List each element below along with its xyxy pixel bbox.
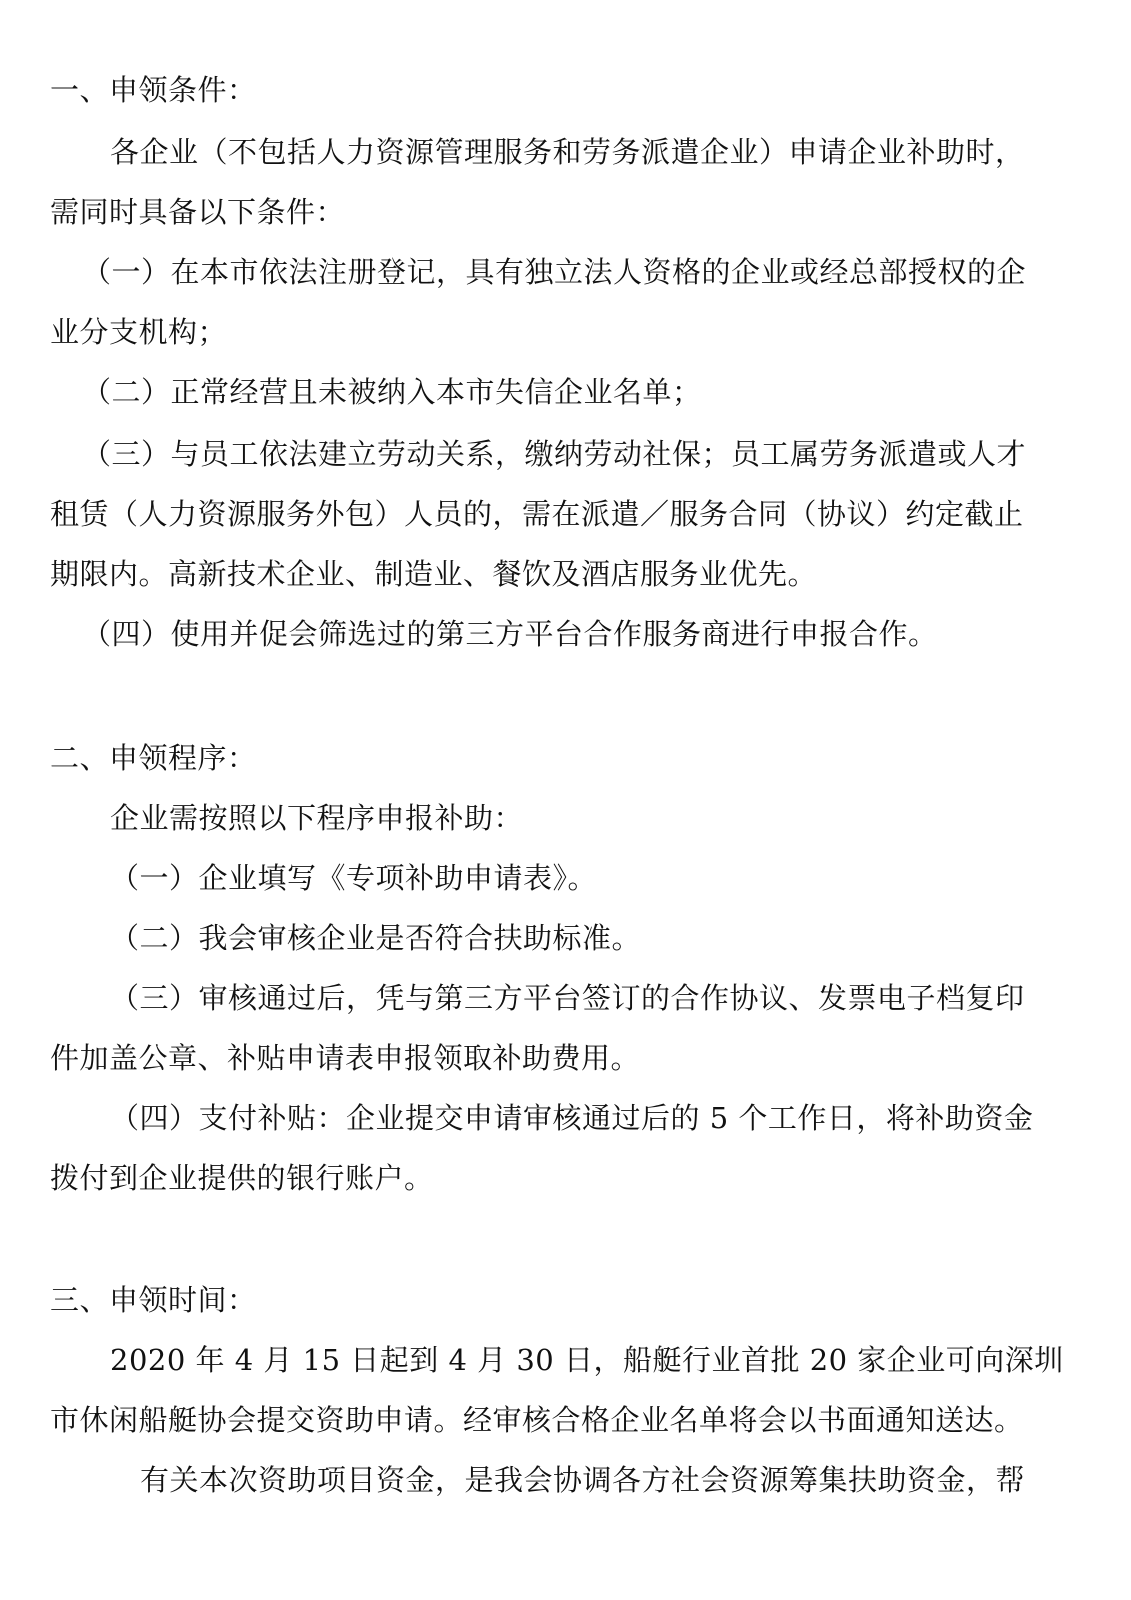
section-heading-conditions: 一、申领条件： [50, 73, 257, 107]
procedure-step-3-line-2: 件加盖公章、补贴申请表申报领取补助费用。 [50, 1041, 641, 1075]
condition-item-3-line-3: 期限内。高新技术企业、制造业、餐饮及酒店服务业优先。 [50, 557, 818, 591]
condition-item-3-line-2: 租赁（人力资源服务外包）人员的，需在派遣／服务合同（协议）约定截止 [50, 497, 1024, 531]
condition-item-2: （二）正常经营且未被纳入本市失信企业名单； [82, 375, 702, 409]
condition-item-1-line-1: （一）在本市依法注册登记，具有独立法人资格的企业或经总部授权的企 [82, 255, 1027, 289]
time-paragraph-2-line-1: 有关本次资助项目资金，是我会协调各方社会资源筹集扶助资金，帮 [140, 1463, 1026, 1497]
procedure-intro: 企业需按照以下程序申报补助： [110, 801, 524, 835]
procedure-step-4-line-2: 拨付到企业提供的银行账户。 [50, 1161, 434, 1195]
conditions-intro-line-2: 需同时具备以下条件： [50, 195, 346, 229]
procedure-step-3-line-1: （三）审核通过后，凭与第三方平台签订的合作协议、发票电子档复印 [110, 981, 1025, 1015]
time-paragraph-1-line-1: 2020 年 4 月 15 日起到 4 月 30 日，船艇行业首批 20 家企业可向深圳 [110, 1343, 1064, 1377]
condition-item-4: （四）使用并促会筛选过的第三方平台合作服务商进行申报合作。 [82, 617, 938, 651]
time-paragraph-1-line-2: 市休闲船艇协会提交资助申请。经审核合格企业名单将会以书面通知送达。 [50, 1403, 1024, 1437]
procedure-step-2: （二）我会审核企业是否符合扶助标准。 [110, 921, 642, 955]
procedure-step-4-line-1: （四）支付补贴：企业提交申请审核通过后的 5 个工作日，将补助资金 [110, 1101, 1034, 1135]
procedure-step-1: （一）企业填写《专项补助申请表》。 [110, 861, 598, 895]
conditions-intro-line-1: 各企业（不包括人力资源管理服务和劳务派遣企业）申请企业补助时， [110, 135, 1025, 169]
condition-item-1-line-2: 业分支机构； [50, 315, 228, 349]
condition-item-3-line-1: （三）与员工依法建立劳动关系，缴纳劳动社保；员工属劳务派遣或人才 [82, 437, 1027, 471]
section-heading-procedure: 二、申领程序： [50, 741, 257, 775]
section-heading-time: 三、申领时间： [50, 1283, 257, 1317]
